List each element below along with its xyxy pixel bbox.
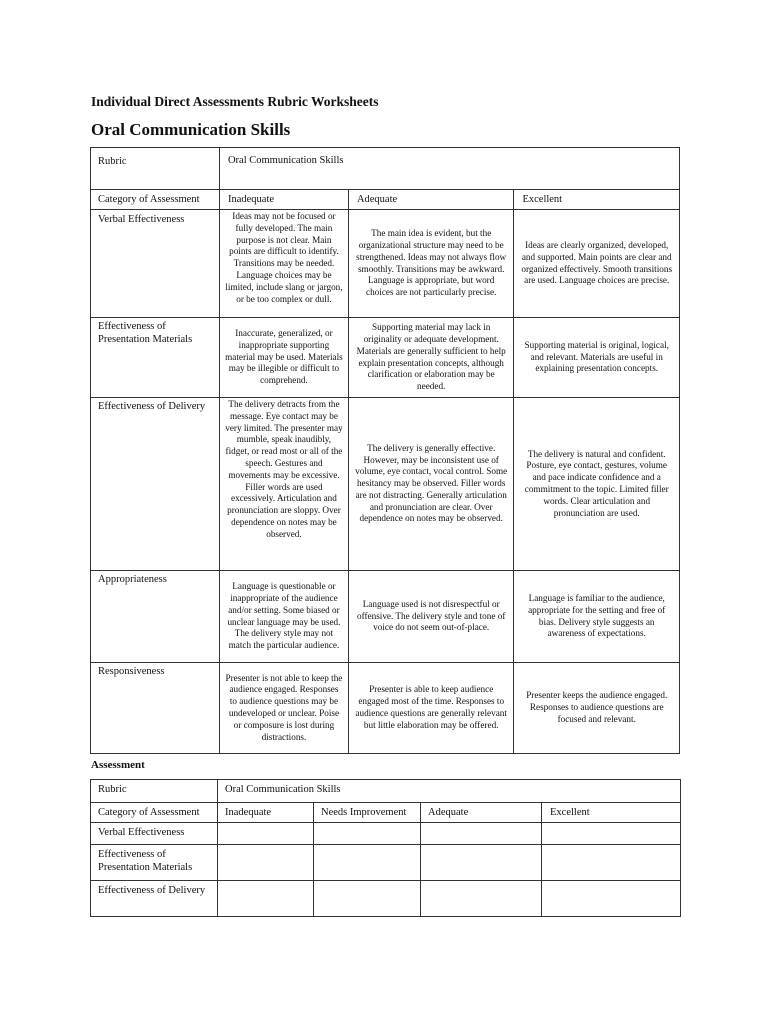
header-category: Category of Assessment [91,190,220,210]
header-inadequate: Inadequate [219,190,348,210]
assess-cell-inadequate[interactable] [218,881,314,917]
cell-adequate: Supporting material may lack in originality or adequate development. Materials are generally sufficient to help explain presentation concepts, although clarification or elaboration may be needed. [348,318,514,398]
row-category: Appropriateness [91,571,220,663]
cell-adequate: Presenter is able to keep audience engaged most of the time. Responses to audience questions are generally relevant but little elaboration may be offered. [348,663,514,754]
assess-row-category: Effectiveness of Presentation Materials [91,845,218,881]
cell-inadequate: Ideas may not be focused or fully developed. The main purpose is not clear. Main points are difficult to identify. Transitions may be needed. Language choices may be limited, include slang or jargon, or be too complex or dull. [219,210,348,318]
assess-header-adequate: Adequate [421,803,542,823]
assessment-skill: Oral Communication Skills [218,780,681,803]
assess-cell-needs-improvement[interactable] [314,845,421,881]
assess-cell-inadequate[interactable] [218,823,314,845]
assessment-row [91,823,681,845]
assess-cell-excellent[interactable] [542,845,681,881]
assessment-label: Rubric [91,780,218,803]
rubric-title-row [91,148,680,190]
cell-inadequate: Language is questionable or inappropriate of the audience and/or setting. Some biased or unclear language may be used. The delivery style may not match the particular audience. [219,571,348,663]
rubric-row [91,210,680,318]
row-category: Effectiveness of Delivery [91,398,220,571]
rubric-skill: Oral Communication Skills [219,148,679,190]
assess-cell-adequate[interactable] [421,823,542,845]
cell-inadequate: The delivery detracts from the message. Eye contact may be very limited. The presenter may mumble, speak inaudibly, fidget, or read most or all of the speech. Gestures and movements may be excessive. Filler words are used excessively. Articulation and pronunciation are sloppy. Over dependence on notes may be observed. [219,398,348,571]
cell-adequate: Language used is not disrespectful or offensive. The delivery style and tone of voice do not seem out-of-place. [348,571,514,663]
cell-adequate: The main idea is evident, but the organizational structure may need to be strengthened. Ideas may not always flow smoothly. Transitions may be awkward. Language is appropriate, but word choices are not particularly precise. [348,210,514,318]
rubric-table [90,147,680,754]
assess-header-needs-improvement: Needs Improvement [314,803,421,823]
assess-header-category: Category of Assessment [91,803,218,823]
rubric-row [91,318,680,398]
assess-cell-needs-improvement[interactable] [314,823,421,845]
assessment-header-row [91,803,681,823]
cell-inadequate: Presenter is not able to keep the audience engaged. Responses to audience questions may be undeveloped or unclear. Poise or composure is lost during distractions. [219,663,348,754]
assess-row-category: Verbal Effectiveness [91,823,218,845]
assessment-table [90,779,681,917]
assess-cell-inadequate[interactable] [218,845,314,881]
cell-excellent: Ideas are clearly organized, developed, and supported. Main points are clear and organized effectively. Smooth transitions are used. Language choices are precise. [514,210,680,318]
assess-cell-adequate[interactable] [421,845,542,881]
assess-cell-needs-improvement[interactable] [314,881,421,917]
assessment-title-row [91,780,681,803]
assessment-row [91,881,681,917]
assessment-heading: Assessment [91,759,145,771]
assessment-row [91,845,681,881]
cell-excellent: Language is familiar to the audience, appropriate for the setting and free of bias. Delivery style suggests an awareness of expectations. [514,571,680,663]
header-excellent: Excellent [514,190,680,210]
assess-header-excellent: Excellent [542,803,681,823]
assess-row-category: Effectiveness of Delivery [91,881,218,917]
row-category: Effectiveness of Presentation Materials [91,318,220,398]
row-category: Responsiveness [91,663,220,754]
rubric-row [91,398,680,571]
document-title: Oral Communication Skills [91,120,291,139]
assess-header-inadequate: Inadequate [218,803,314,823]
assess-cell-adequate[interactable] [421,881,542,917]
assess-cell-excellent[interactable] [542,823,681,845]
assess-cell-excellent[interactable] [542,881,681,917]
cell-excellent: Supporting material is original, logical, and relevant. Materials are useful in explaining presentation concepts. [514,318,680,398]
rubric-row [91,663,680,754]
rubric-row [91,571,680,663]
rubric-label: Rubric [91,148,220,190]
cell-inadequate: Inaccurate, generalized, or inappropriate supporting material may be used. Materials may be illegible or difficult to comprehend. [219,318,348,398]
header-adequate: Adequate [348,190,514,210]
rubric-header-row [91,190,680,210]
cell-adequate: The delivery is generally effective. However, may be inconsistent use of volume, eye contact, vocal control. Some hesitancy may be observed. Filler words are not distracting. Generally articulation and pronunciation are clear. Over dependence on notes may be observed. [348,398,514,571]
cell-excellent: The delivery is natural and confident. Posture, eye contact, gestures, volume and pace indicate confidence and a commitment to the topic. Limited filler words. Clear articulation and pronunciation are used. [514,398,680,571]
row-category: Verbal Effectiveness [91,210,220,318]
cell-excellent: Presenter keeps the audience engaged. Responses to audience questions are focused and relevant. [514,663,680,754]
document-subtitle: Individual Direct Assessments Rubric Worksheets [91,94,379,109]
